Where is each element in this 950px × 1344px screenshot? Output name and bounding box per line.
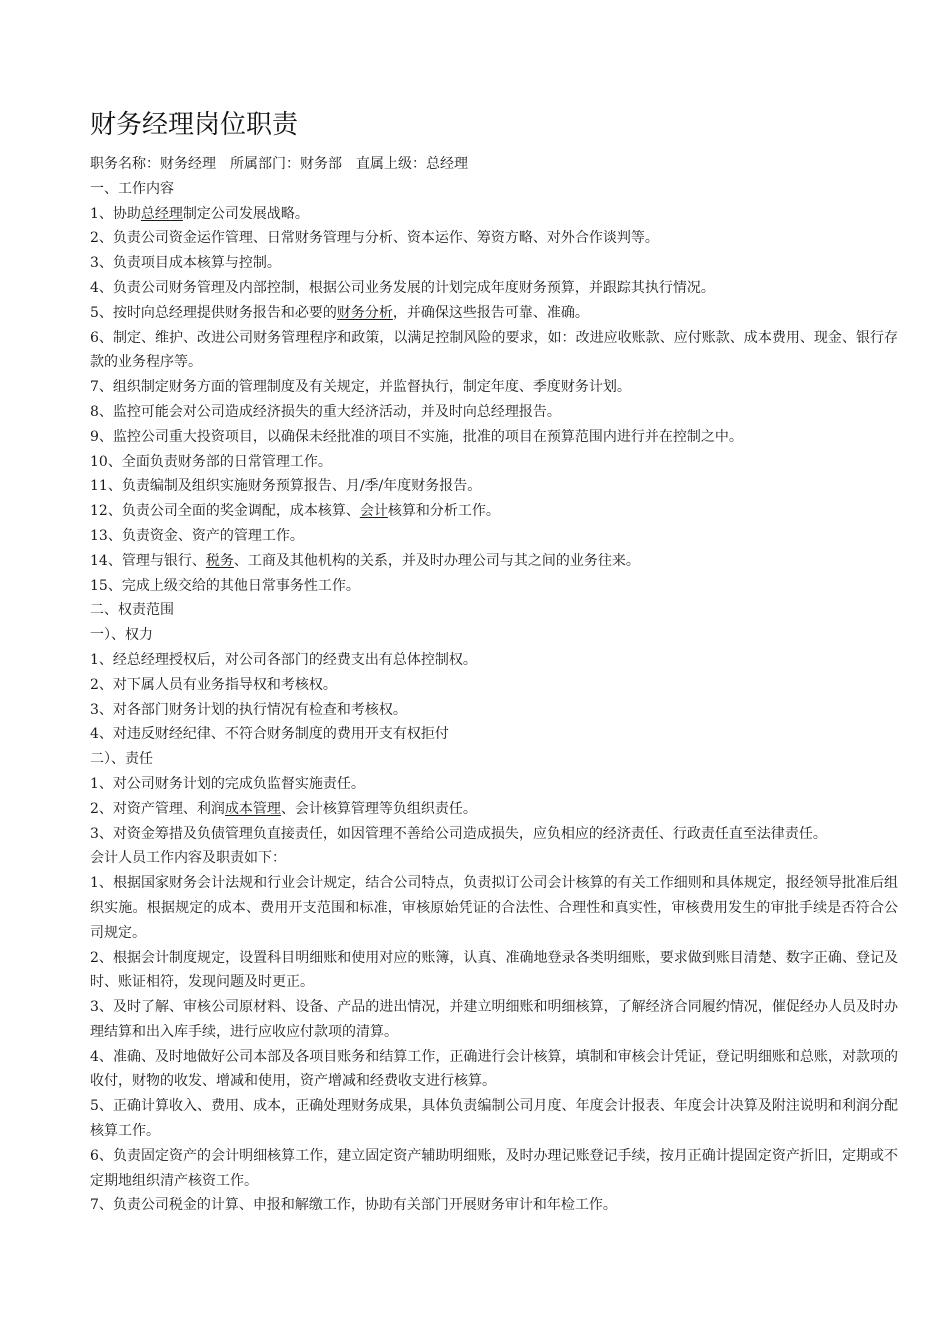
list-item [90,574,898,599]
term-link[interactable]: 总经理 [140,205,183,222]
item-text: 2、根据会计制度规定，设置科目明细账和使用对应的账簿，认真、准确地登录各类明细账，要求做到账目清楚、数字正确、登记及时、账证相符，发现问题及时更正。 [90,949,898,991]
item-text: 2、对下属人员有业务指导权和考核权。 [90,676,337,693]
term-link[interactable]: 成本管理 [224,800,281,817]
item-text: 2、负责公司资金运作管理、日常财务管理与分析、资本运作、筹资方略、对外合作谈判等。 [90,230,659,247]
item-text: 5、正确计算收入、费用、成本，正确处理财务成果，具体负责编制公司月度、年度会计报表、年度会计决算及附注说明和利润分配核算工作。 [90,1098,898,1140]
subsection-heading-power: 一）、权力 [90,627,153,644]
subsection-heading-responsibility: 二）、责任 [90,751,153,768]
item-text: 核算和分析工作。 [387,503,500,520]
item-text: 3、对资金筹措及负债管理负直接责任，如因管理不善给公司造成损失，应负相应的经济责任、行政责任直至法律责任。 [90,825,827,842]
item-text: 1、经总经理授权后，对公司各部门的经费支出有总体控制权。 [90,651,477,668]
item-text: 12、负责公司全面的奖金调配，成本核算、 [90,503,360,520]
list-item [90,822,898,847]
item-text: 2、对资产管理、利润 [90,800,225,817]
list-item [90,1045,898,1095]
job-info: 职务名称：财务经理 所属部门：财务部 直属上级：总经理 [90,156,468,172]
item-text: 3、对各部门财务计划的执行情况有检查和考核权。 [90,701,407,718]
list-item [90,425,898,450]
item-text: 、会计核算管理等负组织责任。 [280,800,477,817]
list-item [90,549,898,574]
list-item [90,946,898,996]
list-item [90,375,898,400]
item-text: 1、协助 [90,205,141,222]
term-link[interactable]: 财务分析 [336,304,393,321]
item-text: 7、负责公司税金的计算、申报和解缴工作，协助有关部门开展财务审计和年检工作。 [90,1197,617,1214]
list-item [90,276,898,301]
list-item [90,226,898,251]
item-text: 8、监控可能会对公司造成经济损失的重大经济活动，并及时向总经理报告。 [90,403,561,420]
accountant-items-list [90,871,898,1218]
item-text: 6、负责固定资产的会计明细核算工作，建立固定资产辅助明细账，及时办理记账登记手续，按月正确计提固定资产折旧，定期或不定期地组织清产核资工作。 [90,1147,898,1189]
work-items-list [90,202,898,599]
list-item [90,301,898,326]
item-text: 3、及时了解、审核公司原材料、设备、产品的进出情况，并建立明细账和明细核算，了解经济合同履约情况，催促经办人员及时办理结算和出入库手续，进行应收应付款项的清算。 [90,999,898,1040]
list-item [90,524,898,549]
item-text: 4、负责公司财务管理及内部控制，根据公司业务发展的计划完成年度财务预算，并跟踪其执行情况。 [90,279,715,296]
list-item [90,995,898,1045]
list-item [90,772,898,797]
item-text: 3、负责项目成本核算与控制。 [90,255,281,272]
list-item [90,450,898,475]
item-text: 4、准确、及时地做好公司本部及各项目账务和结算工作，正确进行会计核算，填制和审核会计凭证，登记明细账和总账，对款项的收付，财物的收发、增减和使用，资产增减和经费收支进行核算。 [90,1048,898,1090]
list-item [90,326,898,376]
list-item [90,251,898,276]
document-page [90,108,898,1218]
item-text: ，并确保这些报告可靠、准确。 [392,304,589,321]
section-heading-work: 一、工作内容 [90,180,174,197]
page-title: 财务经理岗位职责 [90,110,299,140]
list-item [90,648,898,673]
list-item [90,698,898,723]
item-text: 14、管理与银行、 [90,552,206,569]
item-text: 1、对公司财务计划的完成负监督实施责任。 [90,775,365,792]
item-text: 13、负责资金、资产的管理工作。 [90,527,304,544]
responsibility-items-list [90,772,898,846]
section-heading-accountant: 会计人员工作内容及职责如下： [90,850,286,867]
list-item [90,474,898,499]
list-item [90,202,898,227]
item-text: 1、根据国家财务会计法规和行业会计规定，结合公司特点，负责拟订公司会计核算的有关工作细则和具体规定，报经领导批准后组织实施。根据规定的成本、费用开支范围和标准，审核原始凭证的合法性、合理性和真实性，审核费用发生的审批手续是否符合公司规定。 [90,875,898,941]
item-text: 、工商及其他机构的关系，并及时办理公司与其之间的业务往来。 [233,552,640,569]
term-link[interactable]: 会计 [359,503,388,520]
item-text: 4、对违反财经纪律、不符合财务制度的费用开支有权拒付 [90,726,449,743]
section-heading-authority: 二、权责范围 [90,602,174,619]
list-item [90,871,898,945]
item-text: 10、全面负责财务部的日常管理工作。 [90,453,332,470]
list-item [90,499,898,524]
item-text: 9、监控公司重大投资项目，以确保未经批准的项目不实施，批准的项目在预算范围内进行并在控制之中。 [90,428,743,445]
item-text: 5、按时向总经理提供财务报告和必要的 [90,304,337,321]
item-text: 制定公司发展战略。 [182,205,309,222]
list-item [90,400,898,425]
power-items-list [90,648,898,747]
term-link[interactable]: 税务 [205,552,234,569]
item-text: 7、组织制定财务方面的管理制度及有关规定，并监督执行，制定年度、季度财务计划。 [90,379,631,396]
item-text: 11、负责编制及组织实施财务预算报告、月/季/年度财务报告。 [90,478,482,495]
list-item [90,1144,898,1194]
list-item [90,722,898,747]
item-text: 15、完成上级交给的其他日常事务性工作。 [90,577,360,594]
list-item [90,1094,898,1144]
list-item [90,673,898,698]
list-item [90,797,898,822]
item-text: 6、制定、维护、改进公司财务管理程序和政策，以满足控制风险的要求，如：改进应收账款、应付账款、成本费用、现金、银行存款的业务程序等。 [90,329,898,371]
list-item [90,1193,898,1218]
